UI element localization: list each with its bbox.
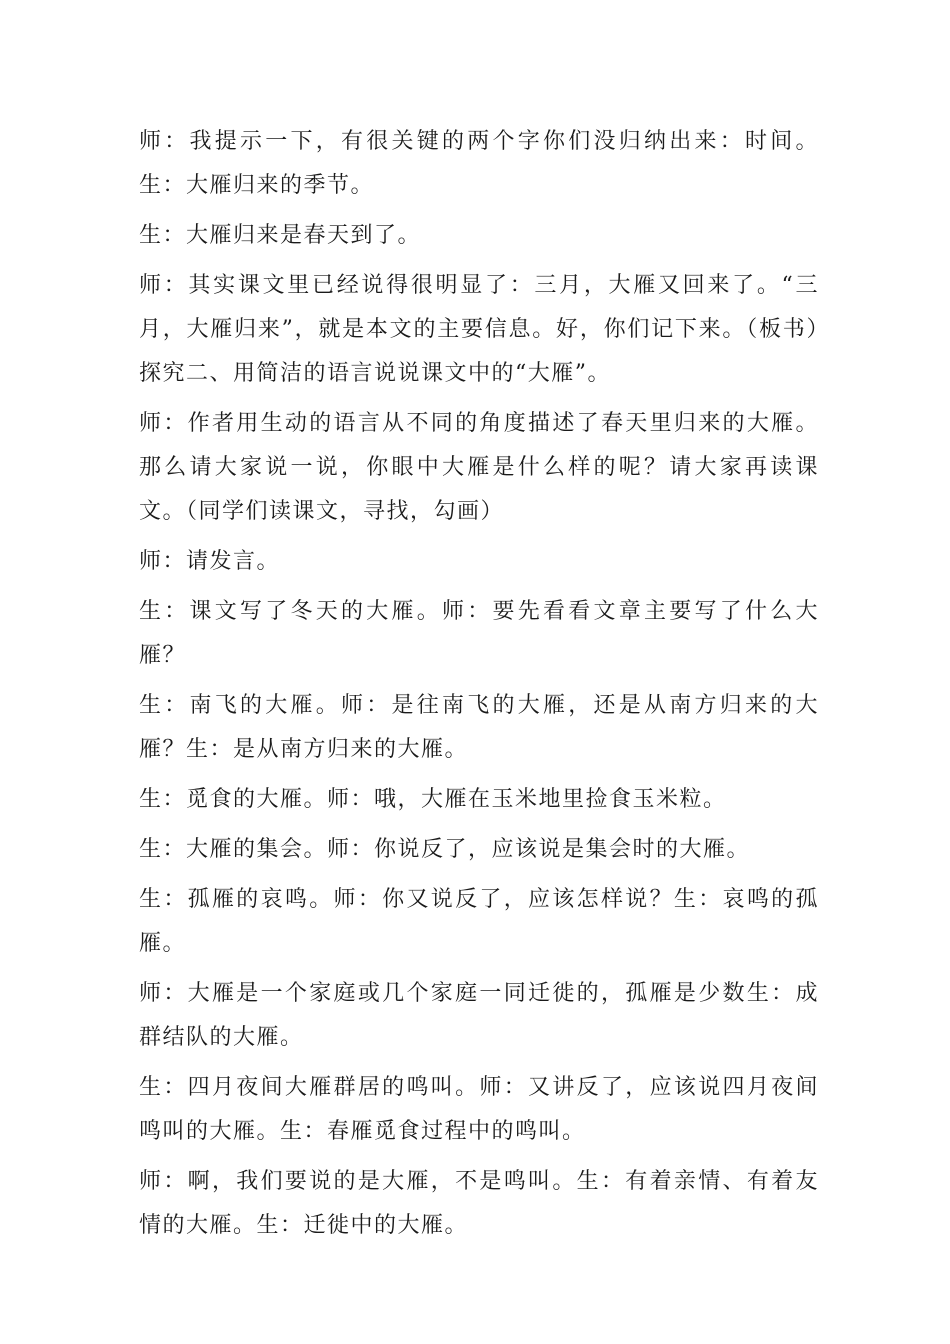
paragraph-9: 生：大雁的集会。师：你说反了，应该说是集会时的大雁。 bbox=[139, 837, 751, 862]
paragraph-6: 生：课文写了冬天的大雁。师：要先看看文章主要写了什么大雁？ bbox=[139, 599, 819, 668]
paragraph-10: 生：孤雁的哀鸣。师：你又说反了，应该怎样说？生：哀鸣的孤雁。 bbox=[139, 887, 819, 956]
paragraph-1: 师：我提示一下，有很关键的两个字你们没归纳出来：时间。生：大雁归来的季节。 bbox=[139, 129, 819, 198]
paragraph-12: 生：四月夜间大雁群居的鸣叫。师：又讲反了，应该说四月夜间鸣叫的大雁。生：春雁觅食过程中的鸣叫。 bbox=[139, 1075, 819, 1144]
paragraph-11: 师：大雁是一个家庭或几个家庭一同迁徙的，孤雁是少数生：成群结队的大雁。 bbox=[139, 981, 819, 1050]
paragraph-5: 师：请发言。 bbox=[139, 549, 281, 574]
paragraph-13: 师：啊，我们要说的是大雁，不是鸣叫。生：有着亲情、有着友情的大雁。生：迁徙中的大雁。 bbox=[139, 1169, 819, 1238]
paragraph-8: 生：觅食的大雁。师：哦，大雁在玉米地里捡食玉米粒。 bbox=[139, 787, 727, 812]
paragraph-7: 生：南飞的大雁。师：是往南飞的大雁，还是从南方归来的大雁？生：是从南方归来的大雁。 bbox=[139, 693, 819, 762]
document-body bbox=[139, 120, 819, 1254]
paragraph-3: 师：其实课文里已经说得很明显了：三月，大雁又回来了。“三月，大雁归来”，就是本文的主要信息。好，你们记下来。（板书）探究二、用简洁的语言说说课文中的“大雁”。 bbox=[139, 273, 819, 386]
paragraph-2: 生：大雁归来是春天到了。 bbox=[139, 223, 422, 248]
paragraph-4: 师：作者用生动的语言从不同的角度描述了春天里归来的大雁。那么请大家说一说，你眼中大雁是什么样的呢？请大家再读课文。（同学们读课文，寻找，勾画） bbox=[139, 411, 819, 524]
